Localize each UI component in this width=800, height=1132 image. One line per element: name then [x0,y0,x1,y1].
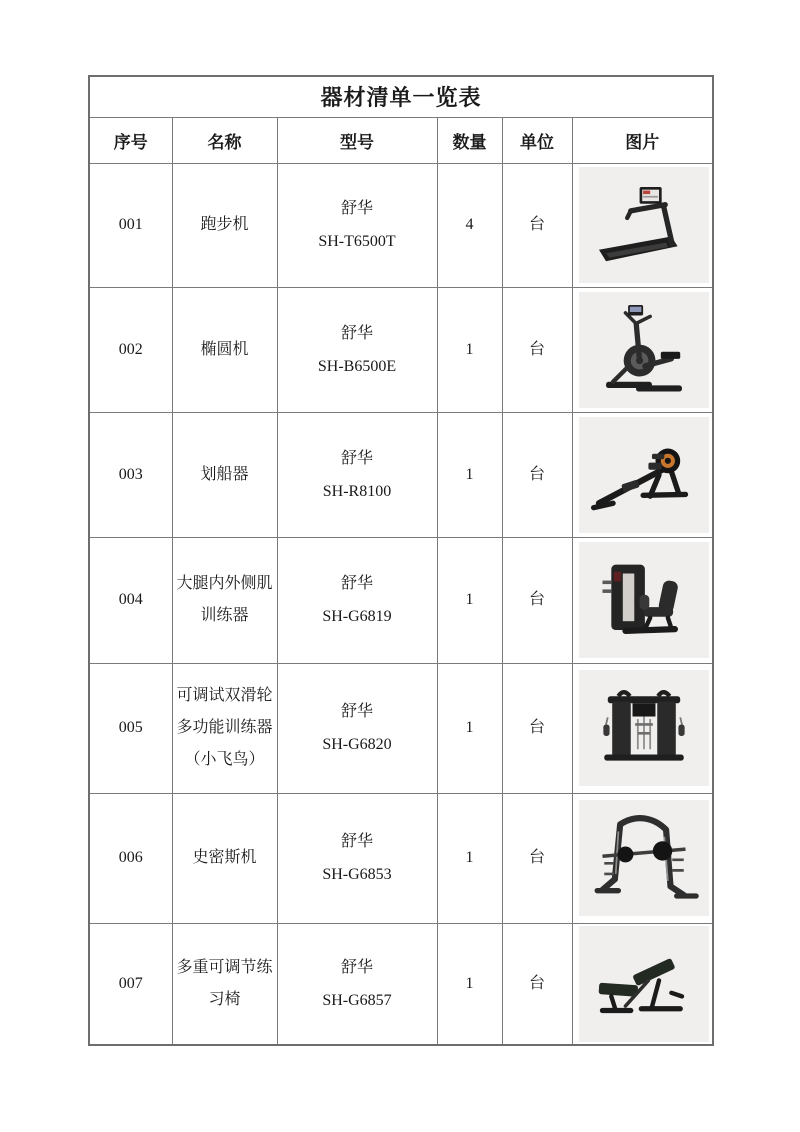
cell-quantity: 1 [437,412,502,537]
cell-model [277,412,437,537]
cell-model [277,537,437,663]
table-row [89,793,713,923]
cell-serial: 002 [89,287,172,412]
cell-name: 跑步机 [172,163,277,287]
treadmill-image [585,172,703,278]
cell-image [572,663,713,793]
brand-text: 舒华 [340,833,373,850]
cell-unit: 台 [502,287,572,412]
cell-serial: 004 [89,537,172,663]
header-quantity: 数量 [437,117,502,163]
table-row [89,412,713,537]
cell-model [277,163,437,287]
table-row [89,537,713,663]
cell-unit: 台 [502,163,572,287]
cell-name: 史密斯机 [172,793,277,923]
treadmill-photo [579,167,709,283]
cell-name: 椭圆机 [172,287,277,412]
cell-serial: 001 [89,163,172,287]
model-text: SH-G6857 [322,991,392,1009]
adjustable-bench-photo [579,926,709,1042]
smith-machine-image [585,805,703,911]
brand-text: 舒华 [340,449,373,467]
model-text: SH-G6853 [322,866,392,883]
cell-name: 划船器 [172,412,277,537]
brand-text: 舒华 [340,324,373,342]
cell-image [572,537,713,663]
cell-model [277,793,437,923]
cell-quantity: 1 [437,287,502,412]
cell-name: 大腿内外侧肌训练器 [172,537,277,663]
model-text: SH-B6500E [317,357,397,375]
equipment-list-table [88,75,714,1046]
cell-image [572,923,713,1045]
cell-quantity: 4 [437,163,502,287]
model-text: SH-T6500T [318,233,396,250]
cell-quantity: 1 [437,923,502,1045]
table-title-row [89,76,713,117]
brand-text: 舒华 [340,575,373,592]
cell-unit: 台 [502,663,572,793]
cell-image [572,412,713,537]
elliptical-image [585,297,703,403]
cell-model [277,287,437,412]
cell-model [277,663,437,793]
hip-trainer-photo [579,542,709,658]
brand-text: 舒华 [340,958,373,976]
elliptical-photo [579,292,709,408]
functional-trainer-image [585,675,703,781]
cell-model [277,923,437,1045]
cell-quantity: 1 [437,537,502,663]
cell-image [572,163,713,287]
cell-quantity: 1 [437,663,502,793]
cell-unit: 台 [502,537,572,663]
model-text: SH-G6819 [322,608,392,625]
cell-image [572,287,713,412]
cell-serial: 003 [89,412,172,537]
adjustable-bench-image [585,931,703,1037]
table-row [89,663,713,793]
header-serial: 序号 [89,117,172,163]
rowing-machine-photo [579,417,709,533]
header-unit: 单位 [502,117,572,163]
rowing-machine-image [585,422,703,528]
model-text: SH-R8100 [322,482,392,500]
cell-name: 多重可调节练习椅 [172,923,277,1045]
header-name: 名称 [172,117,277,163]
smith-machine-photo [579,800,709,916]
table-row [89,287,713,412]
header-model: 型号 [277,117,437,163]
hip-trainer-image [585,547,703,653]
table-title: 器材清单一览表 [89,76,713,117]
cell-serial: 007 [89,923,172,1045]
cell-serial: 005 [89,663,172,793]
cell-quantity: 1 [437,793,502,923]
brand-text: 舒华 [340,703,373,720]
table-header-row [89,117,713,163]
cell-unit: 台 [502,793,572,923]
model-text: SH-G6820 [322,736,392,753]
cell-image [572,793,713,923]
header-image: 图片 [572,117,713,163]
brand-text: 舒华 [340,200,373,217]
cell-name: 可调试双滑轮多功能训练器（小飞鸟） [172,663,277,793]
table-row [89,923,713,1045]
table-row [89,163,713,287]
cell-serial: 006 [89,793,172,923]
functional-trainer-photo [579,670,709,786]
cell-unit: 台 [502,412,572,537]
cell-unit: 台 [502,923,572,1045]
